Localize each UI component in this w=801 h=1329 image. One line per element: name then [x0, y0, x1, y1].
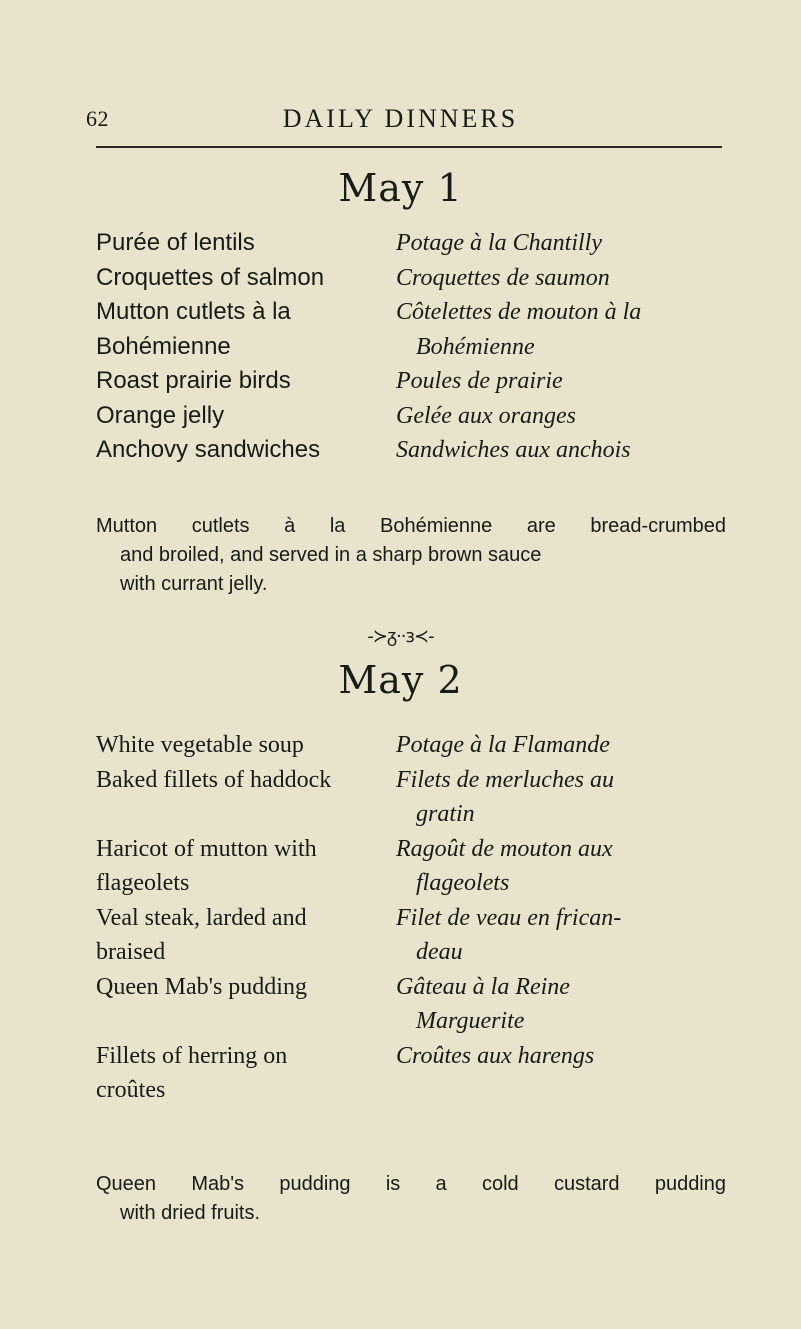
dish-english: Purée of lentils — [96, 229, 255, 256]
dish-french: Filets de merluches au gratin — [396, 766, 614, 827]
dish-row — [96, 433, 736, 468]
menu-day-2 — [96, 728, 736, 1108]
dish-french: Potage à la Flamande — [396, 732, 610, 758]
dish-french: Ragoût de mouton aux flageolets — [396, 835, 613, 896]
day-heading-2: May 2 — [338, 658, 463, 702]
page-number: 62 — [86, 106, 109, 131]
dish-french: Poules de prairie — [396, 368, 563, 394]
dish-row — [96, 226, 736, 261]
dish-row — [96, 728, 736, 763]
dish-row — [96, 261, 736, 296]
day-heading-1: May 1 — [338, 166, 463, 210]
note-day-1: Mutton cutlets à la Bohémienne are bread-crumbed and broiled, and served in a sharp brown sauce with currant jelly. — [96, 515, 726, 595]
menu-day-1 — [96, 226, 736, 468]
dish-english: Anchovy sandwiches — [96, 436, 321, 463]
dish-english: White vegetable soup — [96, 732, 304, 758]
dish-french: Croquettes de saumon — [396, 264, 610, 291]
dish-english: Mutton cutlets à la Bohémienne — [96, 298, 291, 360]
dish-english: Baked fillets of haddock — [96, 766, 332, 793]
header-rule — [96, 146, 722, 148]
dish-english: Haricot of mutton with flageolets — [96, 835, 317, 896]
dish-english: Queen Mab's pudding — [96, 973, 307, 1000]
dish-english: Fillets of herring on croûtes — [96, 1042, 288, 1103]
dish-french: Filet de veau en frican- deau — [396, 904, 622, 965]
dish-french: Côtelettes de mouton à la Bohémienne — [396, 299, 642, 360]
dish-row — [96, 399, 736, 434]
dish-french: Gelée aux oranges — [396, 402, 576, 429]
dish-row — [96, 970, 736, 1039]
dish-row — [96, 295, 736, 364]
dish-english: Veal steak, larded and braised — [96, 904, 307, 965]
dish-row — [96, 364, 736, 399]
dish-french: Sandwiches aux anchois — [396, 437, 631, 463]
dish-row — [96, 1039, 736, 1108]
dish-row — [96, 832, 736, 901]
dish-french: Gâteau à la Reine Marguerite — [396, 973, 570, 1034]
dish-row — [96, 763, 736, 832]
note-day-2: Queen Mab's pudding is a cold custard pudding with dried fruits. — [96, 1173, 726, 1224]
dish-row — [96, 901, 736, 970]
dish-english: Croquettes of salmon — [96, 263, 325, 291]
dish-french: Potage à la Chantilly — [396, 230, 602, 256]
running-head: DAILY DINNERS — [282, 104, 519, 133]
dish-french: Croûtes aux harengs — [396, 1042, 595, 1069]
ornament-divider: -≻ᵹ··ɜ≺- — [367, 626, 434, 647]
dish-english: Roast prairie birds — [96, 367, 291, 394]
dish-english: Orange jelly — [96, 401, 225, 429]
